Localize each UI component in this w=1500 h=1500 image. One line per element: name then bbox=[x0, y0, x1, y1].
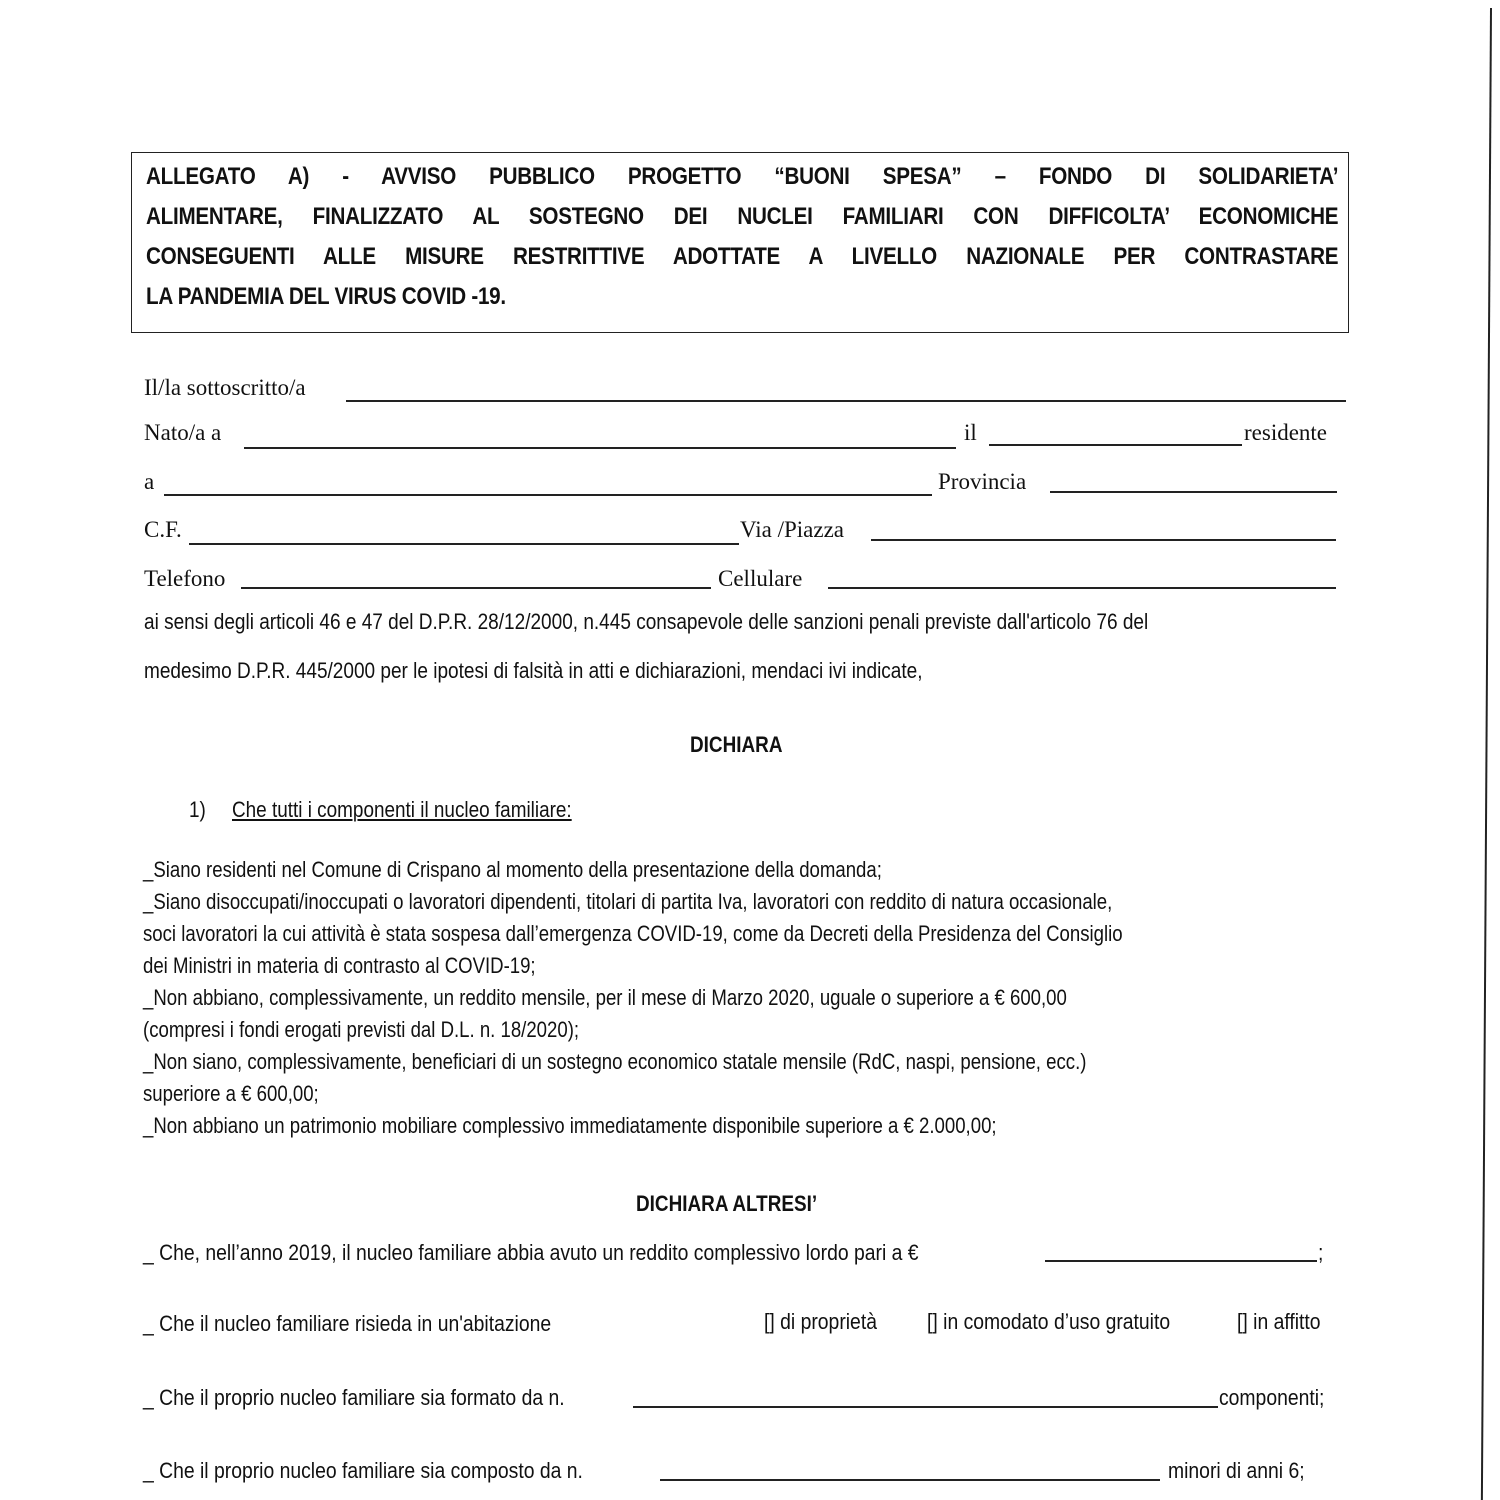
intro-line-2: medesimo D.P.R. 445/2000 per le ipotesi di falsità in atti e dichiarazioni, mendaci ivi indicate, bbox=[144, 658, 923, 683]
scan-edge-artifact bbox=[1481, 8, 1492, 1500]
provincia-label: Provincia bbox=[938, 469, 1027, 494]
codice-fiscale-field[interactable] bbox=[189, 543, 739, 545]
condition-residenza: _Siano residenti nel Comune di Crispano al momento della presentazione della domanda; bbox=[143, 857, 882, 882]
telefono-label: Telefono bbox=[144, 566, 226, 591]
label-proprieta: di proprietà bbox=[780, 1309, 877, 1334]
il-label: il bbox=[964, 420, 977, 445]
residente-label: residente bbox=[1244, 420, 1328, 445]
via-piazza-field[interactable] bbox=[871, 539, 1336, 541]
telefono-field[interactable] bbox=[241, 587, 711, 589]
row-sottoscritto bbox=[144, 373, 1344, 403]
intro-line-1: ai sensi degli articoli 46 e 47 del D.P.R. 28/12/2000, n.445 consapevole delle sanzioni penali previste dall'articolo 76 del bbox=[144, 609, 1149, 634]
sottoscritto-field[interactable] bbox=[346, 400, 1346, 402]
condition-reddito-line-1: _Non abbiano, complessivamente, un reddito mensile, per il mese di Marzo 2020, uguale o superiore a € 600,00 bbox=[143, 985, 1067, 1010]
row-residenza bbox=[144, 467, 1344, 497]
reddito-2019-end: ; bbox=[1318, 1240, 1324, 1265]
row-nato bbox=[144, 418, 1344, 448]
label-affitto: in affitto bbox=[1253, 1309, 1321, 1334]
componenti-end: componenti; bbox=[1219, 1385, 1325, 1410]
condition-sostegno-line-1: _Non siano, complessivamente, beneficiari di un sostegno economico statale mensile (RdC, naspi, pensione, ecc.) bbox=[143, 1049, 1087, 1074]
row-telefono bbox=[144, 564, 1344, 594]
minori-end: minori di anni 6; bbox=[1168, 1458, 1305, 1483]
dichiara-heading: DICHIARA bbox=[690, 732, 783, 757]
checkbox-affitto[interactable]: [] bbox=[1237, 1309, 1248, 1334]
title-line-4: LA PANDEMIA DEL VIRUS COVID -19. bbox=[146, 283, 506, 310]
componenti-text: _ Che il proprio nucleo familiare sia formato da n. bbox=[143, 1385, 565, 1410]
section-1-title: Che tutti i componenti il nucleo familiare: bbox=[232, 797, 572, 822]
title-line-3: CONSEGUENTI ALLE MISURE RESTRITTIVE ADOTTATE A LIVELLO NAZIONALE PER CONTRASTARE bbox=[146, 243, 1339, 270]
reddito-2019-text: _ Che, nell’anno 2019, il nucleo familiare abbia avuto un reddito complessivo lordo pari a € bbox=[143, 1240, 919, 1265]
cellulare-field[interactable] bbox=[828, 587, 1336, 589]
condition-reddito-line-2: (compresi i fondi erogati previsti dal D.L. n. 18/2020); bbox=[143, 1017, 580, 1042]
checkbox-proprieta[interactable]: [] bbox=[764, 1309, 775, 1334]
provincia-field[interactable] bbox=[1050, 491, 1337, 493]
condition-patrimonio: _Non abbiano un patrimonio mobiliare complessivo immediatamente disponibile superiore a € 2.000,00; bbox=[143, 1113, 997, 1138]
sottoscritto-label: Il/la sottoscritto/a bbox=[144, 375, 306, 400]
condition-sostegno-line-2: superiore a € 600,00; bbox=[143, 1081, 319, 1106]
nato-label: Nato/a a bbox=[144, 420, 222, 445]
condition-occupazione-line-2: soci lavoratori la cui attività è stata sospesa dall’emergenza COVID-19, come da Decreti della Presidenza del Consiglio bbox=[143, 921, 1123, 946]
a-label: a bbox=[144, 469, 155, 494]
section-1-number: 1) bbox=[189, 797, 206, 822]
abitazione-text: _ Che il nucleo familiare risieda in un'abitazione bbox=[143, 1311, 552, 1336]
condition-occupazione-line-1: _Siano disoccupati/inoccupati o lavoratori dipendenti, titolari di partita Iva, lavoratori con reddito di natura occasionale, bbox=[143, 889, 1113, 914]
title-line-1: ALLEGATO A) - AVVISO PUBBLICO PROGETTO “BUONI SPESA” – FONDO DI SOLIDARIETA’ bbox=[146, 163, 1339, 190]
data-nascita-field[interactable] bbox=[989, 444, 1242, 446]
nato-a-field[interactable] bbox=[244, 447, 956, 449]
minori-text: _ Che il proprio nucleo familiare sia composto da n. bbox=[143, 1458, 583, 1483]
dichiara-altresi-heading: DICHIARA ALTRESI’ bbox=[636, 1191, 818, 1216]
reddito-2019-field[interactable] bbox=[1045, 1260, 1317, 1262]
componenti-field[interactable] bbox=[633, 1406, 1218, 1408]
minori-field[interactable] bbox=[660, 1479, 1160, 1481]
title-line-2: ALIMENTARE, FINALIZZATO AL SOSTEGNO DEI NUCLEI FAMILIARI CON DIFFICOLTA’ ECONOMICHE bbox=[146, 203, 1339, 230]
via-piazza-label: Via /Piazza bbox=[740, 517, 844, 542]
cellulare-label: Cellulare bbox=[718, 566, 803, 591]
condition-occupazione-line-3: dei Ministri in materia di contrasto al COVID-19; bbox=[143, 953, 536, 978]
checkbox-comodato[interactable]: [] bbox=[927, 1309, 938, 1334]
label-comodato: in comodato d’uso gratuito bbox=[943, 1309, 1171, 1334]
row-cf bbox=[144, 515, 1344, 545]
abitazione-option-affitto[interactable] bbox=[1237, 1309, 1321, 1335]
residente-a-field[interactable] bbox=[164, 494, 932, 496]
abitazione-option-comodato[interactable] bbox=[927, 1309, 1170, 1335]
title-box bbox=[131, 152, 1349, 333]
abitazione-option-proprieta[interactable] bbox=[764, 1309, 877, 1335]
cf-label: C.F. bbox=[144, 517, 182, 542]
